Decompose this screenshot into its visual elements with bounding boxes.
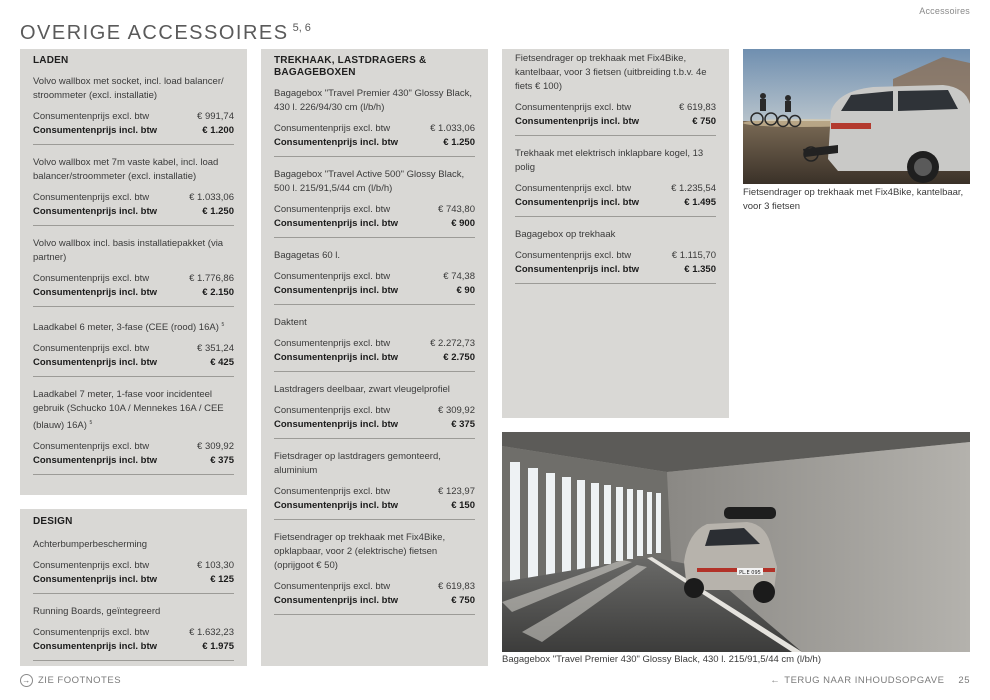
price-excl-label: Consumentenprijs excl. btw bbox=[515, 250, 632, 261]
price-incl-value: € 375 bbox=[451, 419, 475, 430]
bike-carrier-caption: Fietsendrager op trekhaak met Fix4Bike, kantelbaar, voor 3 fietsen bbox=[743, 187, 964, 212]
price-incl-label: Consumentenprijs incl. btw bbox=[515, 116, 640, 127]
price-incl-label: Consumentenprijs incl. btw bbox=[274, 218, 399, 229]
price-excl-row bbox=[33, 272, 234, 286]
price-excl-label: Consumentenprijs excl. btw bbox=[274, 271, 391, 282]
bike-carrier-illustration bbox=[743, 49, 970, 184]
price-incl-value: € 375 bbox=[210, 455, 234, 467]
list-item bbox=[33, 75, 234, 145]
list-item bbox=[274, 249, 475, 305]
price-incl-row bbox=[274, 284, 475, 298]
item-name: Bagagebox "Travel Active 500" Glossy Black, 500 l. 215/91,5/44 cm (l/b/h) bbox=[274, 169, 465, 194]
price-excl-label: Consumentenprijs excl. btw bbox=[274, 338, 391, 349]
price-incl-row bbox=[274, 594, 475, 608]
price-excl-label: Consumentenprijs excl. btw bbox=[33, 627, 150, 638]
price-excl-value: € 351,24 bbox=[197, 343, 234, 355]
price-excl-row bbox=[274, 485, 475, 499]
bike-carrier-photo bbox=[743, 49, 970, 184]
trekhaak-panel bbox=[261, 49, 488, 666]
list-item bbox=[274, 450, 475, 520]
price-excl-row bbox=[33, 440, 234, 454]
tunnel-photo bbox=[502, 432, 970, 652]
price-incl-label: Consumentenprijs incl. btw bbox=[515, 197, 640, 208]
price-excl-label: Consumentenprijs excl. btw bbox=[274, 123, 391, 134]
footer-nav bbox=[770, 675, 970, 686]
price-incl-row bbox=[274, 136, 475, 150]
price-excl-row bbox=[33, 110, 234, 124]
price-incl-value: € 1.250 bbox=[443, 137, 475, 148]
item-name: Fietsendrager op trekhaak met Fix4Bike, kantelbaar, voor 3 fietsen (uitbreiding t.b.v. 4e fiets € 100) bbox=[515, 53, 707, 92]
item-name bbox=[33, 318, 234, 335]
list-item bbox=[33, 605, 234, 661]
arrow-right-circle-icon: → bbox=[20, 674, 33, 687]
list-item bbox=[33, 538, 234, 594]
design-panel bbox=[20, 509, 247, 666]
list-item bbox=[274, 87, 475, 157]
item-name: Volvo wallbox incl. basis installatiepakket (via partner) bbox=[33, 238, 224, 263]
title-footnote-refs[interactable]: 5, 6 bbox=[292, 22, 311, 35]
price-incl-label: Consumentenprijs incl. btw bbox=[274, 500, 399, 511]
item-name: Bagagebox "Travel Premier 430" Glossy Black, 430 l. 226/94/30 cm (l/b/h) bbox=[274, 88, 473, 113]
price-incl-row bbox=[515, 115, 716, 129]
price-excl-value: € 1.033,06 bbox=[430, 123, 475, 134]
item-name-text: Laadkabel 7 meter, 1-fase voor incidenteel gebruik (Schucko 10A / Mennekes 16A / CEE (blauw) 16A) bbox=[33, 389, 224, 432]
price-excl-label: Consumentenprijs excl. btw bbox=[33, 343, 150, 355]
price-excl-row bbox=[33, 559, 234, 573]
price-excl-row bbox=[515, 182, 716, 196]
price-excl-value: € 309,92 bbox=[197, 441, 234, 453]
price-incl-label: Consumentenprijs incl. btw bbox=[33, 455, 158, 467]
price-excl-label: Consumentenprijs excl. btw bbox=[274, 486, 391, 497]
page-number: 25 bbox=[958, 675, 970, 686]
price-incl-value: € 750 bbox=[692, 116, 716, 127]
tunnel-caption: Bagagebox "Travel Premier 430" Glossy Black, 430 l. 215/91,5/44 cm (l/b/h) bbox=[502, 654, 821, 665]
price-excl-label: Consumentenprijs excl. btw bbox=[515, 183, 632, 194]
price-incl-row bbox=[33, 454, 234, 468]
price-incl-row bbox=[33, 286, 234, 300]
price-excl-value: € 74,38 bbox=[443, 271, 475, 282]
price-excl-row bbox=[274, 122, 475, 136]
price-incl-row bbox=[274, 499, 475, 513]
list-item bbox=[274, 383, 475, 439]
page-title bbox=[20, 22, 311, 45]
item-name: Achterbumperbescherming bbox=[33, 539, 148, 550]
price-excl-label: Consumentenprijs excl. btw bbox=[33, 441, 150, 453]
price-incl-value: € 1.250 bbox=[202, 206, 234, 217]
list-item bbox=[33, 156, 234, 226]
price-incl-label: Consumentenprijs incl. btw bbox=[33, 574, 158, 585]
list-item bbox=[274, 168, 475, 238]
price-incl-row bbox=[274, 351, 475, 365]
price-excl-label: Consumentenprijs excl. btw bbox=[33, 192, 150, 203]
price-incl-row bbox=[274, 217, 475, 231]
price-excl-row bbox=[274, 270, 475, 284]
price-incl-value: € 1.200 bbox=[202, 125, 234, 136]
list-item bbox=[33, 388, 234, 475]
item-name: Daktent bbox=[274, 317, 307, 328]
price-incl-value: € 125 bbox=[210, 574, 234, 585]
price-excl-value: € 103,30 bbox=[197, 560, 234, 571]
price-excl-row bbox=[33, 626, 234, 640]
list-item bbox=[33, 237, 234, 307]
price-incl-label: Consumentenprijs incl. btw bbox=[33, 357, 158, 369]
price-excl-value: € 1.776,86 bbox=[189, 273, 234, 284]
price-excl-value: € 619,83 bbox=[679, 102, 716, 113]
price-excl-value: € 619,83 bbox=[438, 581, 475, 592]
price-excl-value: € 991,74 bbox=[197, 111, 234, 122]
price-excl-row bbox=[274, 404, 475, 418]
price-excl-row bbox=[274, 203, 475, 217]
price-excl-value: € 1.033,06 bbox=[189, 192, 234, 203]
price-incl-row bbox=[33, 640, 234, 654]
price-excl-row bbox=[33, 342, 234, 356]
price-incl-value: € 425 bbox=[210, 357, 234, 369]
price-excl-row bbox=[515, 249, 716, 263]
laden-panel bbox=[20, 49, 247, 495]
page-title-text: OVERIGE ACCESSOIRES bbox=[20, 22, 289, 44]
item-name: Lastdragers deelbaar, zwart vleugelprofiel bbox=[274, 384, 450, 395]
price-incl-value: € 1.495 bbox=[684, 197, 716, 208]
price-excl-row bbox=[274, 337, 475, 351]
list-item bbox=[274, 531, 475, 615]
price-incl-label: Consumentenprijs incl. btw bbox=[33, 287, 158, 298]
item-name: Fietsdrager op lastdragers gemonteerd, aluminium bbox=[274, 451, 441, 476]
list-item bbox=[515, 52, 716, 136]
price-incl-row bbox=[33, 356, 234, 370]
price-incl-label: Consumentenprijs incl. btw bbox=[274, 352, 399, 363]
price-incl-row bbox=[515, 263, 716, 277]
price-incl-label: Consumentenprijs incl. btw bbox=[274, 419, 399, 430]
price-excl-value: € 1.115,70 bbox=[671, 250, 716, 261]
item-name-text: Laadkabel 6 meter, 3-fase (CEE (rood) 16A) bbox=[33, 322, 219, 334]
fietsdrager-panel bbox=[502, 49, 729, 418]
list-item bbox=[515, 228, 716, 284]
price-excl-label: Consumentenprijs excl. btw bbox=[33, 273, 150, 284]
price-excl-label: Consumentenprijs excl. btw bbox=[274, 405, 391, 416]
item-name bbox=[33, 388, 234, 433]
price-incl-value: € 90 bbox=[456, 285, 475, 296]
price-excl-value: € 123,97 bbox=[438, 486, 475, 497]
item-name: Running Boards, geïntegreerd bbox=[33, 606, 161, 617]
price-incl-row bbox=[33, 124, 234, 138]
price-incl-value: € 750 bbox=[451, 595, 475, 606]
price-incl-label: Consumentenprijs incl. btw bbox=[274, 595, 399, 606]
license-plate-text: PL.E 095 bbox=[739, 570, 761, 576]
list-item bbox=[515, 147, 716, 217]
price-incl-row bbox=[274, 418, 475, 432]
price-excl-row bbox=[274, 580, 475, 594]
price-excl-row bbox=[515, 101, 716, 115]
design-title: DESIGN bbox=[33, 516, 73, 527]
laden-title: LADEN bbox=[33, 55, 69, 66]
price-excl-label: Consumentenprijs excl. btw bbox=[515, 102, 632, 113]
price-excl-label: Consumentenprijs excl. btw bbox=[33, 560, 150, 571]
price-incl-value: € 2.750 bbox=[443, 352, 475, 363]
price-incl-value: € 900 bbox=[451, 218, 475, 229]
price-incl-label: Consumentenprijs incl. btw bbox=[33, 206, 158, 217]
price-excl-row bbox=[33, 191, 234, 205]
item-name: Fietsendrager op trekhaak met Fix4Bike, opklapbaar, voor 2 (elektrische) fietsen (oprijgoot € 50) bbox=[274, 532, 446, 571]
price-incl-label: Consumentenprijs incl. btw bbox=[515, 264, 640, 275]
price-excl-value: € 743,80 bbox=[438, 204, 475, 215]
section-tag: Accessoires bbox=[919, 6, 970, 16]
price-excl-value: € 1.235,54 bbox=[671, 183, 716, 194]
price-incl-label: Consumentenprijs incl. btw bbox=[274, 285, 399, 296]
price-excl-value: € 2.272,73 bbox=[430, 338, 475, 349]
tunnel-illustration bbox=[502, 432, 970, 652]
price-excl-value: € 309,92 bbox=[438, 405, 475, 416]
price-excl-label: Consumentenprijs excl. btw bbox=[274, 581, 391, 592]
price-incl-value: € 2.150 bbox=[202, 287, 234, 298]
price-incl-row bbox=[33, 573, 234, 587]
item-name: Bagagebox op trekhaak bbox=[515, 229, 616, 240]
price-incl-label: Consumentenprijs incl. btw bbox=[33, 125, 158, 136]
item-name: Bagagetas 60 l. bbox=[274, 250, 341, 261]
footnotes-label: ZIE FOOTNOTES bbox=[38, 675, 122, 686]
price-incl-row bbox=[33, 205, 234, 219]
list-item bbox=[274, 316, 475, 372]
footnote-ref[interactable]: 5 bbox=[89, 420, 93, 427]
price-excl-value: € 1.632,23 bbox=[189, 627, 234, 638]
price-excl-label: Consumentenprijs excl. btw bbox=[33, 111, 150, 122]
footnotes-link[interactable] bbox=[20, 674, 121, 687]
list-item bbox=[33, 318, 234, 377]
item-name: Volvo wallbox met 7m vaste kabel, incl. load balancer/stroommeter (excl. installatie) bbox=[33, 157, 219, 182]
price-incl-label: Consumentenprijs incl. btw bbox=[274, 137, 399, 148]
price-excl-label: Consumentenprijs excl. btw bbox=[274, 204, 391, 215]
price-incl-value: € 1.350 bbox=[684, 264, 716, 275]
price-incl-value: € 150 bbox=[451, 500, 475, 511]
price-incl-row bbox=[515, 196, 716, 210]
price-incl-label: Consumentenprijs incl. btw bbox=[33, 641, 158, 652]
arrow-left-icon: ← bbox=[770, 675, 781, 686]
item-name: Trekhaak met elektrisch inklapbare kogel, 13 polig bbox=[515, 148, 704, 173]
price-incl-value: € 1.975 bbox=[202, 641, 234, 652]
back-to-contents-link[interactable]: TERUG NAAR INHOUDSOPGAVE bbox=[784, 675, 945, 686]
item-name: Volvo wallbox met socket, incl. load balancer/ stroommeter (excl. installatie) bbox=[33, 76, 224, 101]
footnote-ref[interactable]: 5 bbox=[221, 322, 225, 328]
trekhaak-title: TREKHAAK, LASTDRAGERS & BAGAGEBOXEN bbox=[274, 55, 427, 78]
